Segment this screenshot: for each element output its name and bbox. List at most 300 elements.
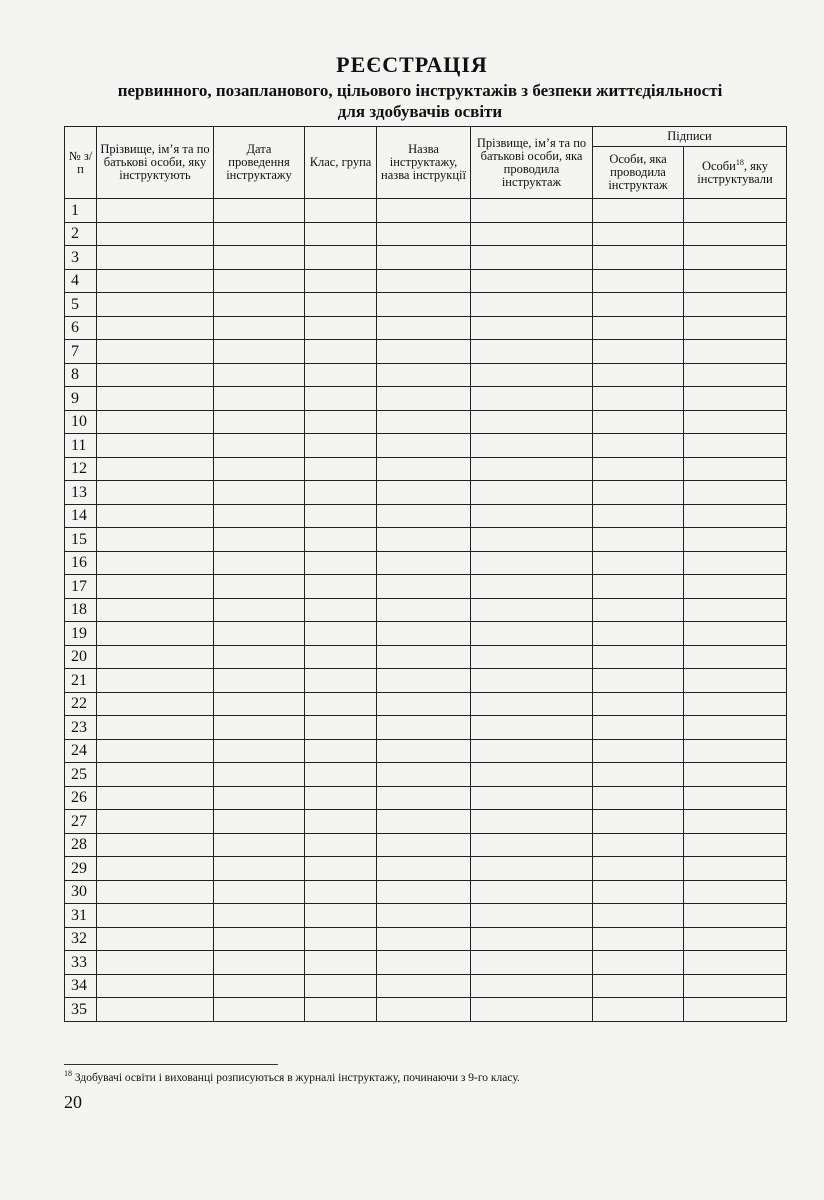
table-cell [684, 974, 787, 998]
table-cell [593, 786, 684, 810]
table-cell [684, 363, 787, 387]
table-cell [97, 340, 214, 364]
table-cell [305, 551, 377, 575]
table-cell [305, 199, 377, 223]
table-row [65, 998, 787, 1022]
table-cell [684, 716, 787, 740]
table-row [65, 410, 787, 434]
table-cell [97, 410, 214, 434]
table-cell [377, 857, 471, 881]
table-cell [471, 434, 593, 458]
table-cell [471, 575, 593, 599]
table-cell [377, 833, 471, 857]
table-row [65, 387, 787, 411]
table-cell [471, 222, 593, 246]
table-cell [684, 269, 787, 293]
table-cell [97, 692, 214, 716]
header-instruction: Назва інструктажу, назва інструкції [377, 127, 471, 199]
table-cell [471, 692, 593, 716]
table-cell [471, 269, 593, 293]
table-cell [214, 340, 305, 364]
table-cell [214, 669, 305, 693]
table-cell [684, 222, 787, 246]
row-number: 2 [65, 222, 97, 246]
row-number: 5 [65, 293, 97, 317]
table-cell [214, 904, 305, 928]
table-cell [97, 293, 214, 317]
table-row [65, 645, 787, 669]
table-row [65, 974, 787, 998]
table-cell [305, 222, 377, 246]
table-cell [305, 434, 377, 458]
table-cell [684, 481, 787, 505]
table-row [65, 551, 787, 575]
table-cell [305, 763, 377, 787]
table-cell [377, 481, 471, 505]
row-number: 35 [65, 998, 97, 1022]
table-cell [377, 880, 471, 904]
row-number: 19 [65, 622, 97, 646]
table-cell [593, 810, 684, 834]
table-cell [471, 739, 593, 763]
table-row [65, 575, 787, 599]
table-cell [214, 763, 305, 787]
table-cell [305, 598, 377, 622]
table-cell [471, 340, 593, 364]
table-cell [97, 551, 214, 575]
table-cell [305, 246, 377, 270]
table-cell [471, 293, 593, 317]
table-cell [471, 410, 593, 434]
row-number: 34 [65, 974, 97, 998]
table-cell [684, 880, 787, 904]
table-row [65, 904, 787, 928]
table-row [65, 833, 787, 857]
table-cell [471, 363, 593, 387]
row-number: 26 [65, 786, 97, 810]
table-cell [97, 739, 214, 763]
table-cell [214, 880, 305, 904]
table-cell [684, 951, 787, 975]
table-row [65, 786, 787, 810]
table-cell [97, 951, 214, 975]
table-cell [214, 481, 305, 505]
table-cell [305, 927, 377, 951]
table-row [65, 269, 787, 293]
row-number: 25 [65, 763, 97, 787]
table-cell [471, 669, 593, 693]
table-cell [471, 481, 593, 505]
table-cell [377, 222, 471, 246]
row-number: 13 [65, 481, 97, 505]
page-number: 20 [64, 1092, 82, 1112]
registration-table [64, 126, 787, 1022]
table-row [65, 222, 787, 246]
table-cell [305, 786, 377, 810]
table-cell [97, 763, 214, 787]
header-sig-person-b: , яку інструктували [697, 158, 773, 186]
table-cell [377, 622, 471, 646]
table-cell [377, 246, 471, 270]
table-cell [97, 880, 214, 904]
table-cell [97, 457, 214, 481]
page-title: РЕЄСТРАЦІЯ [336, 52, 488, 77]
table-cell [97, 504, 214, 528]
table-cell [214, 246, 305, 270]
table-cell [471, 904, 593, 928]
table-cell [97, 645, 214, 669]
footnote-marker: 18 [64, 1069, 72, 1079]
table-row [65, 692, 787, 716]
table-cell [97, 575, 214, 599]
table-cell [377, 598, 471, 622]
table-cell [471, 927, 593, 951]
table-cell [214, 551, 305, 575]
table-cell [214, 622, 305, 646]
table-cell [593, 316, 684, 340]
table-cell [214, 857, 305, 881]
row-number: 6 [65, 316, 97, 340]
table-row [65, 528, 787, 552]
table-cell [305, 387, 377, 411]
row-number: 15 [65, 528, 97, 552]
table-cell [593, 199, 684, 223]
table-cell [684, 786, 787, 810]
table-cell [593, 833, 684, 857]
table-cell [377, 904, 471, 928]
table-cell [305, 951, 377, 975]
row-number: 12 [65, 457, 97, 481]
table-cell [305, 293, 377, 317]
table-cell [97, 316, 214, 340]
table-cell [214, 974, 305, 998]
table-cell [593, 269, 684, 293]
table-cell [593, 575, 684, 599]
table-row [65, 481, 787, 505]
table-cell [684, 645, 787, 669]
header-signatures: Підписи [593, 127, 787, 147]
header-sig-person-a: Особи [701, 158, 736, 173]
table-cell [684, 927, 787, 951]
table-cell [97, 199, 214, 223]
table-cell [471, 763, 593, 787]
table-cell [97, 786, 214, 810]
header-instructor: Прізвище, ім’я та по батькові особи, яка проводила інструктаж [471, 127, 593, 199]
table-row [65, 598, 787, 622]
table-cell [305, 904, 377, 928]
table-cell [305, 974, 377, 998]
table-cell [471, 316, 593, 340]
table-cell [593, 739, 684, 763]
subtitle-line-2: для здобувачів освіти [337, 102, 503, 121]
table-cell [471, 810, 593, 834]
table-row [65, 316, 787, 340]
table-cell [593, 340, 684, 364]
table-row [65, 763, 787, 787]
subtitle-line-1: первинного, позапланового, цільового інструктажів з безпеки життєдіяльності [117, 81, 723, 100]
table-cell [377, 927, 471, 951]
table-cell [97, 669, 214, 693]
table-cell [593, 457, 684, 481]
table-cell [377, 410, 471, 434]
table-cell [593, 998, 684, 1022]
table-cell [377, 998, 471, 1022]
table-cell [214, 927, 305, 951]
table-cell [684, 904, 787, 928]
table-cell [471, 951, 593, 975]
table-cell [471, 551, 593, 575]
table-cell [305, 528, 377, 552]
table-cell [377, 316, 471, 340]
table-row [65, 363, 787, 387]
table-cell [97, 716, 214, 740]
table-cell [684, 575, 787, 599]
table-cell [684, 246, 787, 270]
table-cell [377, 457, 471, 481]
table-cell [684, 199, 787, 223]
table-cell [97, 269, 214, 293]
table-cell [377, 434, 471, 458]
table-cell [97, 246, 214, 270]
table-cell [97, 998, 214, 1022]
table-cell [684, 434, 787, 458]
table-cell [471, 786, 593, 810]
table-row [65, 293, 787, 317]
footnote-divider [64, 1064, 278, 1065]
table-row [65, 951, 787, 975]
table-cell [471, 387, 593, 411]
table-row [65, 669, 787, 693]
row-number: 10 [65, 410, 97, 434]
table-cell [377, 269, 471, 293]
table-row [65, 880, 787, 904]
table-cell [593, 669, 684, 693]
row-number: 28 [65, 833, 97, 857]
table-cell [684, 833, 787, 857]
table-cell [593, 410, 684, 434]
table-cell [593, 293, 684, 317]
table-cell [214, 998, 305, 1022]
table-row [65, 457, 787, 481]
table-cell [684, 504, 787, 528]
table-cell [377, 575, 471, 599]
table-cell [97, 363, 214, 387]
table-cell [471, 716, 593, 740]
table-cell [305, 692, 377, 716]
table-cell [305, 410, 377, 434]
table-cell [377, 551, 471, 575]
table-cell [471, 457, 593, 481]
table-cell [377, 645, 471, 669]
table-cell [593, 363, 684, 387]
table-cell [593, 222, 684, 246]
table-cell [305, 833, 377, 857]
table-cell [471, 880, 593, 904]
table-cell [593, 622, 684, 646]
table-cell [214, 504, 305, 528]
row-number: 32 [65, 927, 97, 951]
table-cell [214, 410, 305, 434]
table-cell [214, 363, 305, 387]
table-cell [684, 739, 787, 763]
table-cell [305, 810, 377, 834]
table-cell [684, 340, 787, 364]
row-number: 11 [65, 434, 97, 458]
table-cell [377, 692, 471, 716]
table-cell [593, 481, 684, 505]
table-cell [593, 716, 684, 740]
table-cell [684, 387, 787, 411]
table-cell [593, 246, 684, 270]
table-cell [97, 481, 214, 505]
table-cell [684, 857, 787, 881]
table-cell [593, 951, 684, 975]
header-sig-person [684, 147, 787, 199]
table-cell [97, 927, 214, 951]
table-cell [471, 998, 593, 1022]
footnote [64, 1069, 520, 1084]
table-cell [305, 316, 377, 340]
table-cell [593, 387, 684, 411]
table-cell [305, 269, 377, 293]
table-cell [593, 434, 684, 458]
table-cell [377, 810, 471, 834]
table-cell [214, 387, 305, 411]
table-cell [593, 692, 684, 716]
table-cell [97, 857, 214, 881]
table-cell [214, 833, 305, 857]
table-cell [214, 786, 305, 810]
table-cell [214, 293, 305, 317]
table-cell [684, 551, 787, 575]
table-cell [684, 410, 787, 434]
table-cell [471, 528, 593, 552]
table-cell [684, 763, 787, 787]
table-cell [471, 199, 593, 223]
row-number: 31 [65, 904, 97, 928]
table-cell [471, 246, 593, 270]
table-cell [593, 974, 684, 998]
table-cell [97, 810, 214, 834]
table-cell [214, 316, 305, 340]
table-cell [305, 716, 377, 740]
footnote-text: Здобувачі освіти і вихованці розписуються в журналі інструктажу, починаючи з 9-го класу. [74, 1072, 520, 1084]
table-cell [305, 457, 377, 481]
table-cell [684, 457, 787, 481]
table-cell [471, 974, 593, 998]
header-name: Прізвище, ім’я та по батькові особи, яку інструктують [97, 127, 214, 199]
table-cell [377, 716, 471, 740]
row-number: 33 [65, 951, 97, 975]
table-cell [305, 669, 377, 693]
table-row [65, 340, 787, 364]
row-number: 18 [65, 598, 97, 622]
table-cell [593, 645, 684, 669]
table-cell [305, 363, 377, 387]
table-cell [593, 904, 684, 928]
table-cell [593, 880, 684, 904]
table-row [65, 857, 787, 881]
row-number: 23 [65, 716, 97, 740]
table-cell [305, 998, 377, 1022]
table-cell [97, 528, 214, 552]
table-cell [305, 739, 377, 763]
table-cell [214, 951, 305, 975]
table-cell [684, 669, 787, 693]
table-cell [214, 739, 305, 763]
table-cell [377, 528, 471, 552]
row-number: 7 [65, 340, 97, 364]
table-cell [593, 763, 684, 787]
header-sig-instructor: Особи, яка проводила інструктаж [593, 147, 684, 199]
table-cell [593, 504, 684, 528]
table-cell [593, 551, 684, 575]
row-number: 9 [65, 387, 97, 411]
table-cell [214, 692, 305, 716]
table-row [65, 504, 787, 528]
row-number: 17 [65, 575, 97, 599]
table-cell [593, 528, 684, 552]
table-cell [97, 974, 214, 998]
table-cell [97, 434, 214, 458]
table-row [65, 716, 787, 740]
table-cell [214, 269, 305, 293]
table-row [65, 810, 787, 834]
table-cell [305, 340, 377, 364]
table-cell [97, 598, 214, 622]
table-cell [684, 622, 787, 646]
table-cell [684, 998, 787, 1022]
table-cell [377, 340, 471, 364]
table-cell [377, 199, 471, 223]
row-number: 30 [65, 880, 97, 904]
table-cell [377, 974, 471, 998]
table-cell [305, 857, 377, 881]
table-cell [305, 622, 377, 646]
row-number: 24 [65, 739, 97, 763]
table-cell [97, 904, 214, 928]
table-cell [214, 199, 305, 223]
table-cell [97, 387, 214, 411]
table-cell [593, 598, 684, 622]
table-cell [377, 363, 471, 387]
table-cell [684, 692, 787, 716]
row-number: 3 [65, 246, 97, 270]
table-cell [305, 481, 377, 505]
table-cell [471, 857, 593, 881]
table-cell [377, 387, 471, 411]
row-number: 4 [65, 269, 97, 293]
row-number: 20 [65, 645, 97, 669]
table-cell [305, 645, 377, 669]
table-cell [377, 786, 471, 810]
header-class: Клас, група [305, 127, 377, 199]
table-cell [593, 857, 684, 881]
table-cell [214, 716, 305, 740]
table-cell [471, 645, 593, 669]
table-row [65, 927, 787, 951]
table-cell [97, 222, 214, 246]
table-cell [684, 316, 787, 340]
table-cell [305, 575, 377, 599]
table-cell [214, 810, 305, 834]
table-cell [214, 222, 305, 246]
table-row [65, 622, 787, 646]
row-number: 22 [65, 692, 97, 716]
table-row [65, 246, 787, 270]
table-cell [377, 293, 471, 317]
table-cell [471, 622, 593, 646]
